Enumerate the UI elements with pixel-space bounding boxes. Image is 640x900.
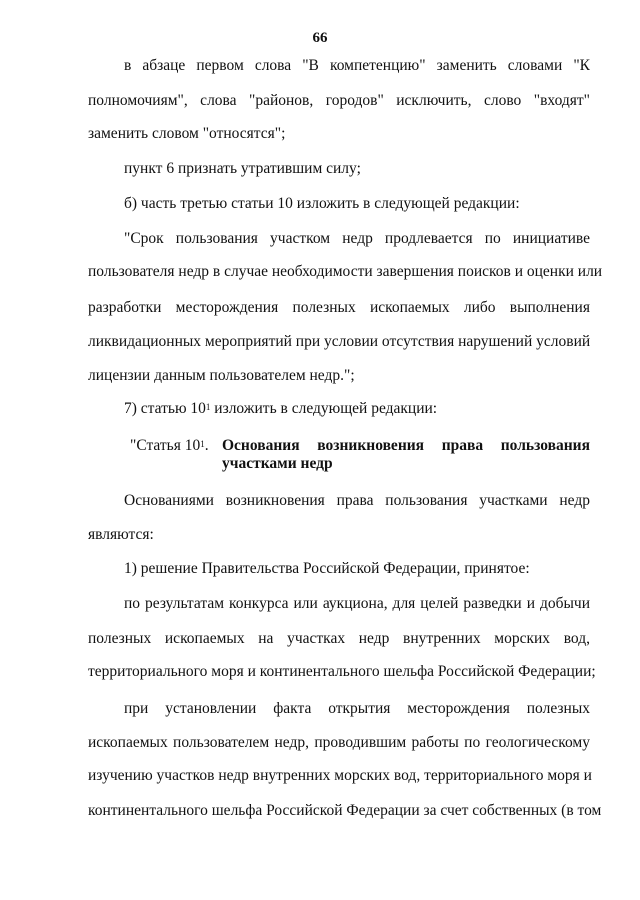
- text-line: б) часть третью статьи 10 изложить в следующей редакции:: [124, 195, 520, 212]
- item-7-text-before: 7) статью 10: [124, 400, 206, 417]
- page-number: 66: [312, 30, 328, 46]
- article-title-line-2: участками недр: [222, 455, 333, 472]
- text-line: в абзаце первом слова "В компетенцию" заменить словами "К: [124, 57, 590, 74]
- article-prefix: "Статья 10: [130, 437, 201, 454]
- article-number: [130, 437, 209, 455]
- text-line: ликвидационных мероприятий при условии отсутствия нарушений условий: [88, 333, 591, 350]
- text-line: пункт 6 признать утратившим силу;: [124, 160, 361, 177]
- text-line: континентального шельфа Российской Федерации за счет собственных (в том: [88, 802, 602, 819]
- text-line: полномочиям", слова "районов, городов" исключить, слово "входят": [88, 92, 590, 109]
- text-line: разработки месторождения полезных ископаемых либо выполнения: [88, 299, 590, 316]
- text-line: являются:: [88, 526, 154, 543]
- item-7-line: [124, 400, 590, 418]
- text-line: ископаемых пользователем недр, проводившим работы по геологическому: [88, 734, 590, 751]
- text-line: изучению участков недр внутренних морских вод, территориального моря и: [88, 767, 592, 784]
- text-line: Основаниями возникновения права пользования участками недр: [124, 492, 590, 509]
- article-title-line-1: Основания возникновения права пользования: [222, 437, 590, 454]
- article-prefix-end: .: [204, 437, 209, 454]
- text-line: по результатам конкурса или аукциона, для целей разведки и добычи: [124, 595, 590, 612]
- text-line: "Срок пользования участком недр продлевается по инициативе: [124, 230, 590, 247]
- text-line: пользователя недр в случае необходимости завершения поисков и оценки или: [88, 263, 603, 280]
- text-line: полезных ископаемых на участках недр внутренних морских вод,: [88, 630, 590, 647]
- item-7-text-after: изложить в следующей редакции:: [210, 400, 438, 417]
- superscript: 1: [200, 439, 205, 449]
- text-line: 1) решение Правительства Российской Федерации, принятое:: [124, 560, 530, 577]
- text-line: территориального моря и континентального шельфа Российской Федерации;: [88, 663, 596, 680]
- text-line: заменить словом "относятся";: [88, 125, 286, 142]
- superscript: 1: [205, 402, 211, 412]
- article-title: [222, 437, 590, 473]
- text-line: при установлении факта открытия месторождения полезных: [124, 700, 590, 717]
- text-line: лицензии данным пользователем недр.";: [88, 367, 355, 384]
